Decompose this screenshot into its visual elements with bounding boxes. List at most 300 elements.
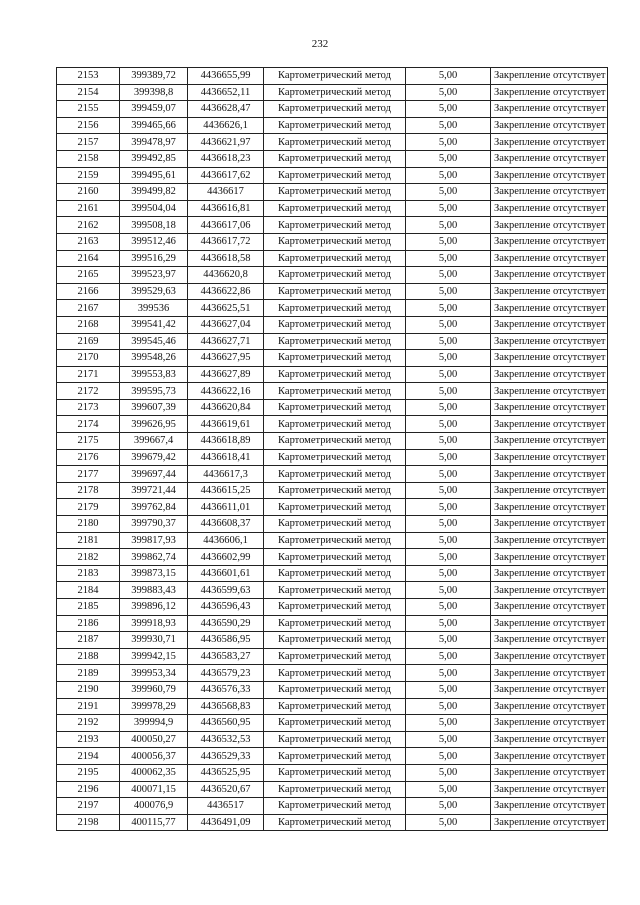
point-number-cell: 2189: [57, 665, 120, 682]
accuracy-cell: 5,00: [406, 117, 491, 134]
x-coordinate-cell: 400050,27: [120, 731, 188, 748]
y-coordinate-cell: 4436525,95: [188, 764, 264, 781]
x-coordinate-cell: 400056,37: [120, 748, 188, 765]
y-coordinate-cell: 4436627,71: [188, 333, 264, 350]
accuracy-cell: 5,00: [406, 532, 491, 549]
method-cell: Картометрический метод: [264, 698, 406, 715]
point-number-cell: 2198: [57, 814, 120, 831]
point-number-cell: 2157: [57, 134, 120, 151]
y-coordinate-cell: 4436590,29: [188, 615, 264, 632]
x-coordinate-cell: 399721,44: [120, 482, 188, 499]
point-number-cell: 2188: [57, 648, 120, 665]
method-cell: Картометрический метод: [264, 532, 406, 549]
accuracy-cell: 5,00: [406, 731, 491, 748]
accuracy-cell: 5,00: [406, 150, 491, 167]
point-number-cell: 2163: [57, 233, 120, 250]
y-coordinate-cell: 4436583,27: [188, 648, 264, 665]
x-coordinate-cell: 399667,4: [120, 433, 188, 450]
fixing-cell: Закрепление отсутствует: [491, 565, 608, 582]
table-row: [57, 233, 608, 250]
point-number-cell: 2167: [57, 300, 120, 317]
fixing-cell: Закрепление отсутствует: [491, 482, 608, 499]
fixing-cell: Закрепление отсутствует: [491, 300, 608, 317]
table-row: [57, 200, 608, 217]
method-cell: Картометрический метод: [264, 283, 406, 300]
point-number-cell: 2171: [57, 366, 120, 383]
point-number-cell: 2176: [57, 449, 120, 466]
x-coordinate-cell: 399508,18: [120, 217, 188, 234]
y-coordinate-cell: 4436560,95: [188, 715, 264, 732]
y-coordinate-cell: 4436601,61: [188, 565, 264, 582]
table-row: [57, 615, 608, 632]
table-row: [57, 764, 608, 781]
fixing-cell: Закрепление отсутствует: [491, 449, 608, 466]
accuracy-cell: 5,00: [406, 184, 491, 201]
y-coordinate-cell: 4436627,04: [188, 316, 264, 333]
x-coordinate-cell: 399512,46: [120, 233, 188, 250]
y-coordinate-cell: 4436618,58: [188, 250, 264, 267]
table-row: [57, 466, 608, 483]
method-cell: Картометрический метод: [264, 84, 406, 101]
accuracy-cell: 5,00: [406, 681, 491, 698]
method-cell: Картометрический метод: [264, 184, 406, 201]
method-cell: Картометрический метод: [264, 233, 406, 250]
fixing-cell: Закрепление отсутствует: [491, 68, 608, 85]
method-cell: Картометрический метод: [264, 565, 406, 582]
y-coordinate-cell: 4436618,41: [188, 449, 264, 466]
table-row: [57, 217, 608, 234]
fixing-cell: Закрепление отсутствует: [491, 599, 608, 616]
point-number-cell: 2172: [57, 383, 120, 400]
method-cell: Картометрический метод: [264, 300, 406, 317]
table-row: [57, 283, 608, 300]
fixing-cell: Закрепление отсутствует: [491, 698, 608, 715]
table-row: [57, 316, 608, 333]
y-coordinate-cell: 4436626,1: [188, 117, 264, 134]
x-coordinate-cell: 399398,8: [120, 84, 188, 101]
x-coordinate-cell: 399478,97: [120, 134, 188, 151]
method-cell: Картометрический метод: [264, 731, 406, 748]
coordinates-table: [56, 67, 608, 831]
x-coordinate-cell: 399942,15: [120, 648, 188, 665]
fixing-cell: Закрепление отсутствует: [491, 416, 608, 433]
point-number-cell: 2191: [57, 698, 120, 715]
y-coordinate-cell: 4436579,23: [188, 665, 264, 682]
x-coordinate-cell: 399697,44: [120, 466, 188, 483]
method-cell: Картометрический метод: [264, 681, 406, 698]
fixing-cell: Закрепление отсутствует: [491, 350, 608, 367]
method-cell: Картометрический метод: [264, 134, 406, 151]
fixing-cell: Закрепление отсутствует: [491, 798, 608, 815]
x-coordinate-cell: 399896,12: [120, 599, 188, 616]
accuracy-cell: 5,00: [406, 499, 491, 516]
accuracy-cell: 5,00: [406, 549, 491, 566]
x-coordinate-cell: 399553,83: [120, 366, 188, 383]
fixing-cell: Закрепление отсутствует: [491, 665, 608, 682]
fixing-cell: Закрепление отсутствует: [491, 764, 608, 781]
point-number-cell: 2174: [57, 416, 120, 433]
method-cell: Картометрический метод: [264, 68, 406, 85]
table-row: [57, 499, 608, 516]
point-number-cell: 2194: [57, 748, 120, 765]
table-row: [57, 582, 608, 599]
table-row: [57, 665, 608, 682]
method-cell: Картометрический метод: [264, 416, 406, 433]
table-row: [57, 433, 608, 450]
table-row: [57, 150, 608, 167]
fixing-cell: Закрепление отсутствует: [491, 233, 608, 250]
y-coordinate-cell: 4436652,11: [188, 84, 264, 101]
fixing-cell: Закрепление отсутствует: [491, 333, 608, 350]
accuracy-cell: 5,00: [406, 300, 491, 317]
point-number-cell: 2175: [57, 433, 120, 450]
x-coordinate-cell: 399389,72: [120, 68, 188, 85]
accuracy-cell: 5,00: [406, 615, 491, 632]
table-row: [57, 184, 608, 201]
y-coordinate-cell: 4436621,97: [188, 134, 264, 151]
fixing-cell: Закрепление отсутствует: [491, 499, 608, 516]
accuracy-cell: 5,00: [406, 665, 491, 682]
y-coordinate-cell: 4436622,86: [188, 283, 264, 300]
x-coordinate-cell: 399499,82: [120, 184, 188, 201]
table-row: [57, 383, 608, 400]
method-cell: Картометрический метод: [264, 383, 406, 400]
point-number-cell: 2177: [57, 466, 120, 483]
method-cell: Картометрический метод: [264, 101, 406, 118]
x-coordinate-cell: 399626,95: [120, 416, 188, 433]
table-row: [57, 731, 608, 748]
method-cell: Картометрический метод: [264, 632, 406, 649]
point-number-cell: 2197: [57, 798, 120, 815]
x-coordinate-cell: 399817,93: [120, 532, 188, 549]
accuracy-cell: 5,00: [406, 516, 491, 533]
method-cell: Картометрический метод: [264, 748, 406, 765]
y-coordinate-cell: 4436491,09: [188, 814, 264, 831]
method-cell: Картометрический метод: [264, 167, 406, 184]
fixing-cell: Закрепление отсутствует: [491, 615, 608, 632]
fixing-cell: Закрепление отсутствует: [491, 84, 608, 101]
table-row: [57, 68, 608, 85]
accuracy-cell: 5,00: [406, 599, 491, 616]
accuracy-cell: 5,00: [406, 582, 491, 599]
y-coordinate-cell: 4436576,33: [188, 681, 264, 698]
accuracy-cell: 5,00: [406, 798, 491, 815]
x-coordinate-cell: 400076,9: [120, 798, 188, 815]
method-cell: Картометрический метод: [264, 200, 406, 217]
fixing-cell: Закрепление отсутствует: [491, 781, 608, 798]
method-cell: Картометрический метод: [264, 250, 406, 267]
table-row: [57, 748, 608, 765]
accuracy-cell: 5,00: [406, 350, 491, 367]
point-number-cell: 2164: [57, 250, 120, 267]
accuracy-cell: 5,00: [406, 715, 491, 732]
table-row: [57, 565, 608, 582]
x-coordinate-cell: 399930,71: [120, 632, 188, 649]
table-row: [57, 781, 608, 798]
y-coordinate-cell: 4436619,61: [188, 416, 264, 433]
table-row: [57, 599, 608, 616]
accuracy-cell: 5,00: [406, 466, 491, 483]
fixing-cell: Закрепление отсутствует: [491, 433, 608, 450]
y-coordinate-cell: 4436608,37: [188, 516, 264, 533]
table-row: [57, 715, 608, 732]
method-cell: Картометрический метод: [264, 350, 406, 367]
method-cell: Картометрический метод: [264, 267, 406, 284]
y-coordinate-cell: 4436620,8: [188, 267, 264, 284]
fixing-cell: Закрепление отсутствует: [491, 267, 608, 284]
y-coordinate-cell: 4436586,95: [188, 632, 264, 649]
y-coordinate-cell: 4436618,89: [188, 433, 264, 450]
accuracy-cell: 5,00: [406, 316, 491, 333]
fixing-cell: Закрепление отсутствует: [491, 748, 608, 765]
accuracy-cell: 5,00: [406, 781, 491, 798]
x-coordinate-cell: 399523,97: [120, 267, 188, 284]
point-number-cell: 2183: [57, 565, 120, 582]
table-row: [57, 84, 608, 101]
point-number-cell: 2162: [57, 217, 120, 234]
x-coordinate-cell: 399679,42: [120, 449, 188, 466]
x-coordinate-cell: 399790,37: [120, 516, 188, 533]
x-coordinate-cell: 399459,07: [120, 101, 188, 118]
point-number-cell: 2193: [57, 731, 120, 748]
table-row: [57, 798, 608, 815]
table-row: [57, 250, 608, 267]
method-cell: Картометрический метод: [264, 648, 406, 665]
y-coordinate-cell: 4436606,1: [188, 532, 264, 549]
x-coordinate-cell: 399862,74: [120, 549, 188, 566]
y-coordinate-cell: 4436616,81: [188, 200, 264, 217]
fixing-cell: Закрепление отсутствует: [491, 399, 608, 416]
page-number: 232: [311, 38, 329, 50]
x-coordinate-cell: 399953,34: [120, 665, 188, 682]
y-coordinate-cell: 4436529,33: [188, 748, 264, 765]
point-number-cell: 2168: [57, 316, 120, 333]
accuracy-cell: 5,00: [406, 449, 491, 466]
fixing-cell: Закрепление отсутствует: [491, 582, 608, 599]
method-cell: Картометрический метод: [264, 466, 406, 483]
accuracy-cell: 5,00: [406, 632, 491, 649]
table-row: [57, 416, 608, 433]
x-coordinate-cell: 399607,39: [120, 399, 188, 416]
table-row: [57, 350, 608, 367]
table-row: [57, 399, 608, 416]
accuracy-cell: 5,00: [406, 416, 491, 433]
point-number-cell: 2158: [57, 150, 120, 167]
point-number-cell: 2169: [57, 333, 120, 350]
y-coordinate-cell: 4436628,47: [188, 101, 264, 118]
table-body: [57, 68, 608, 831]
table-row: [57, 482, 608, 499]
fixing-cell: Закрепление отсутствует: [491, 549, 608, 566]
point-number-cell: 2173: [57, 399, 120, 416]
method-cell: Картометрический метод: [264, 316, 406, 333]
point-number-cell: 2153: [57, 68, 120, 85]
fixing-cell: Закрепление отсутствует: [491, 383, 608, 400]
table-row: [57, 101, 608, 118]
x-coordinate-cell: 399495,61: [120, 167, 188, 184]
y-coordinate-cell: 4436599,63: [188, 582, 264, 599]
accuracy-cell: 5,00: [406, 565, 491, 582]
method-cell: Картометрический метод: [264, 449, 406, 466]
point-number-cell: 2186: [57, 615, 120, 632]
accuracy-cell: 5,00: [406, 200, 491, 217]
fixing-cell: Закрепление отсутствует: [491, 715, 608, 732]
y-coordinate-cell: 4436618,23: [188, 150, 264, 167]
x-coordinate-cell: 399883,43: [120, 582, 188, 599]
point-number-cell: 2178: [57, 482, 120, 499]
y-coordinate-cell: 4436532,53: [188, 731, 264, 748]
method-cell: Картометрический метод: [264, 764, 406, 781]
x-coordinate-cell: 399536: [120, 300, 188, 317]
fixing-cell: Закрепление отсутствует: [491, 167, 608, 184]
fixing-cell: Закрепление отсутствует: [491, 217, 608, 234]
accuracy-cell: 5,00: [406, 698, 491, 715]
point-number-cell: 2180: [57, 516, 120, 533]
x-coordinate-cell: 399595,73: [120, 383, 188, 400]
point-number-cell: 2170: [57, 350, 120, 367]
y-coordinate-cell: 4436568,83: [188, 698, 264, 715]
method-cell: Картометрический метод: [264, 433, 406, 450]
table-row: [57, 698, 608, 715]
x-coordinate-cell: 399762,84: [120, 499, 188, 516]
accuracy-cell: 5,00: [406, 84, 491, 101]
accuracy-cell: 5,00: [406, 250, 491, 267]
x-coordinate-cell: 399918,93: [120, 615, 188, 632]
method-cell: Картометрический метод: [264, 399, 406, 416]
point-number-cell: 2156: [57, 117, 120, 134]
y-coordinate-cell: 4436520,67: [188, 781, 264, 798]
point-number-cell: 2182: [57, 549, 120, 566]
accuracy-cell: 5,00: [406, 433, 491, 450]
x-coordinate-cell: 399960,79: [120, 681, 188, 698]
y-coordinate-cell: 4436596,43: [188, 599, 264, 616]
method-cell: Картометрический метод: [264, 615, 406, 632]
point-number-cell: 2187: [57, 632, 120, 649]
table-row: [57, 632, 608, 649]
method-cell: Картометрический метод: [264, 366, 406, 383]
y-coordinate-cell: 4436617,72: [188, 233, 264, 250]
y-coordinate-cell: 4436517: [188, 798, 264, 815]
method-cell: Картометрический метод: [264, 781, 406, 798]
fixing-cell: Закрепление отсутствует: [491, 150, 608, 167]
y-coordinate-cell: 4436617,62: [188, 167, 264, 184]
accuracy-cell: 5,00: [406, 68, 491, 85]
method-cell: Картометрический метод: [264, 217, 406, 234]
accuracy-cell: 5,00: [406, 333, 491, 350]
fixing-cell: Закрепление отсутствует: [491, 283, 608, 300]
fixing-cell: Закрепление отсутствует: [491, 117, 608, 134]
point-number-cell: 2195: [57, 764, 120, 781]
accuracy-cell: 5,00: [406, 267, 491, 284]
accuracy-cell: 5,00: [406, 814, 491, 831]
point-number-cell: 2166: [57, 283, 120, 300]
table-row: [57, 300, 608, 317]
accuracy-cell: 5,00: [406, 764, 491, 781]
point-number-cell: 2185: [57, 599, 120, 616]
point-number-cell: 2155: [57, 101, 120, 118]
fixing-cell: Закрепление отсутствует: [491, 366, 608, 383]
method-cell: Картометрический метод: [264, 798, 406, 815]
x-coordinate-cell: 399529,63: [120, 283, 188, 300]
method-cell: Картометрический метод: [264, 150, 406, 167]
table-row: [57, 648, 608, 665]
x-coordinate-cell: 399994,9: [120, 715, 188, 732]
accuracy-cell: 5,00: [406, 167, 491, 184]
fixing-cell: Закрепление отсутствует: [491, 532, 608, 549]
method-cell: Картометрический метод: [264, 482, 406, 499]
table-row: [57, 516, 608, 533]
accuracy-cell: 5,00: [406, 399, 491, 416]
table-row: [57, 681, 608, 698]
fixing-cell: Закрепление отсутствует: [491, 681, 608, 698]
y-coordinate-cell: 4436611,01: [188, 499, 264, 516]
table-row: [57, 449, 608, 466]
accuracy-cell: 5,00: [406, 482, 491, 499]
x-coordinate-cell: 399504,04: [120, 200, 188, 217]
fixing-cell: Закрепление отсутствует: [491, 316, 608, 333]
y-coordinate-cell: 4436627,95: [188, 350, 264, 367]
x-coordinate-cell: 400115,77: [120, 814, 188, 831]
fixing-cell: Закрепление отсутствует: [491, 101, 608, 118]
fixing-cell: Закрепление отсутствует: [491, 814, 608, 831]
x-coordinate-cell: 399541,42: [120, 316, 188, 333]
point-number-cell: 2160: [57, 184, 120, 201]
y-coordinate-cell: 4436625,51: [188, 300, 264, 317]
fixing-cell: Закрепление отсутствует: [491, 184, 608, 201]
table-row: [57, 333, 608, 350]
point-number-cell: 2190: [57, 681, 120, 698]
point-number-cell: 2159: [57, 167, 120, 184]
point-number-cell: 2165: [57, 267, 120, 284]
method-cell: Картометрический метод: [264, 715, 406, 732]
point-number-cell: 2192: [57, 715, 120, 732]
fixing-cell: Закрепление отсутствует: [491, 466, 608, 483]
method-cell: Картометрический метод: [264, 549, 406, 566]
x-coordinate-cell: 399492,85: [120, 150, 188, 167]
point-number-cell: 2154: [57, 84, 120, 101]
table-row: [57, 532, 608, 549]
x-coordinate-cell: 399548,26: [120, 350, 188, 367]
point-number-cell: 2179: [57, 499, 120, 516]
accuracy-cell: 5,00: [406, 366, 491, 383]
method-cell: Картометрический метод: [264, 117, 406, 134]
fixing-cell: Закрепление отсутствует: [491, 200, 608, 217]
table-row: [57, 134, 608, 151]
accuracy-cell: 5,00: [406, 217, 491, 234]
method-cell: Картометрический метод: [264, 516, 406, 533]
y-coordinate-cell: 4436615,25: [188, 482, 264, 499]
x-coordinate-cell: 400071,15: [120, 781, 188, 798]
method-cell: Картометрический метод: [264, 665, 406, 682]
y-coordinate-cell: 4436617: [188, 184, 264, 201]
y-coordinate-cell: 4436620,84: [188, 399, 264, 416]
method-cell: Картометрический метод: [264, 333, 406, 350]
table-row: [57, 814, 608, 831]
x-coordinate-cell: 399873,15: [120, 565, 188, 582]
method-cell: Картометрический метод: [264, 814, 406, 831]
accuracy-cell: 5,00: [406, 748, 491, 765]
method-cell: Картометрический метод: [264, 499, 406, 516]
table-row: [57, 117, 608, 134]
fixing-cell: Закрепление отсутствует: [491, 134, 608, 151]
point-number-cell: 2161: [57, 200, 120, 217]
accuracy-cell: 5,00: [406, 383, 491, 400]
table-row: [57, 267, 608, 284]
fixing-cell: Закрепление отсутствует: [491, 632, 608, 649]
y-coordinate-cell: 4436602,99: [188, 549, 264, 566]
y-coordinate-cell: 4436617,06: [188, 217, 264, 234]
fixing-cell: Закрепление отсутствует: [491, 648, 608, 665]
